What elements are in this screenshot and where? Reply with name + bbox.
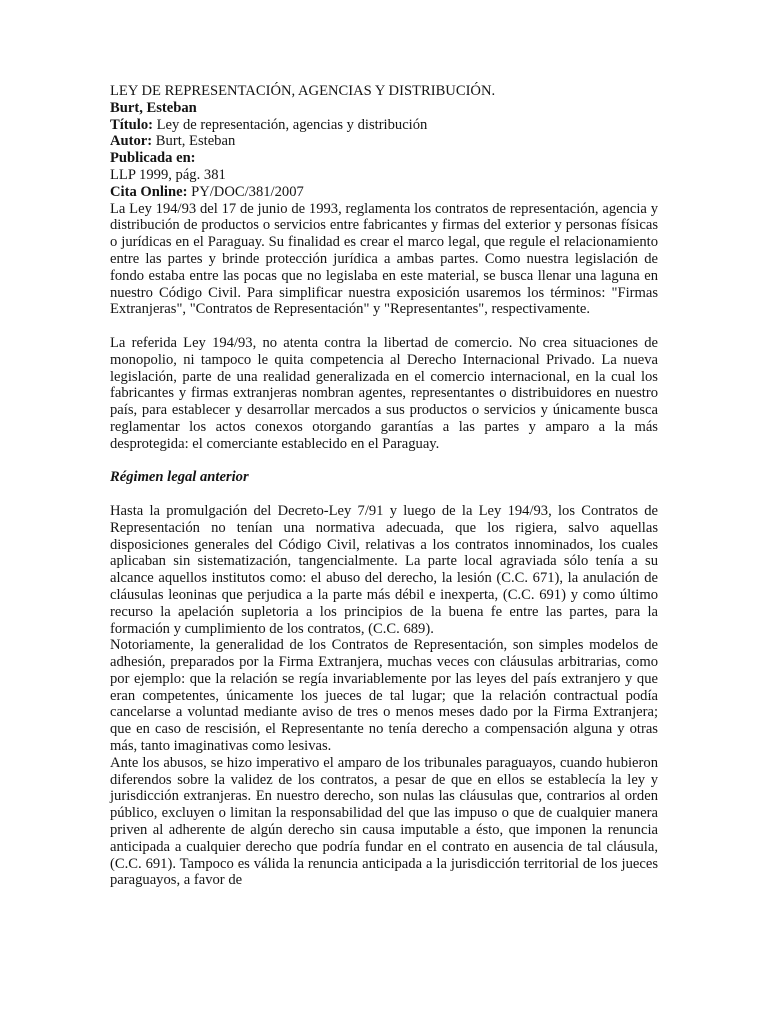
cita-online-value: PY/DOC/381/2007 [187,183,304,200]
intro-paragraph-1: La Ley 194/93 del 17 de junio de 1993, reglamenta los contratos de representación, agencia y distribución de productos o servicios entre fabricantes y firmas del exterior y personas físicas o jurídicas en el Paraguay. Su finalidad es crear el marco legal, que regule el relacionamiento entre las partes y brinde protección jurídica a ambas partes. Como nuestra legislación de fondo estaba entre las pocas que no legislaba en este material, se busca llenar una laguna en nuestro Código Civil. Para simplificar nuestra exposición usaremos los términos: "Firmas Extranjeras", "Contratos de Representación" y "Representantes", respectivamente. [110,200,658,318]
section-paragraph-3: Ante los abusos, se hizo imperativo el amparo de los tribunales paraguayos, cuando hubieron diferendos sobre la validez de los contratos, a pesar de que en ellos se establecía la ley y jurisdicción extranjeras. En nuestro derecho, son nulas las cláusulas que, contrarios al orden público, excluyen o limitan la responsabilidad del que las impuso o que de cualquier manera priven al adherente de algún derecho sin causa imputable a ésto, que imponen la renuncia anticipada a cualquier derecho que podría fundar en el contrato en ausencia de tal cláusula, (C.C. 691). Tampoco es válida la renuncia anticipada a la jurisdicción territorial de los jueces paraguayos, a favor de [110,754,658,889]
meta-title-label: Título: [110,116,153,133]
section-heading: Régimen legal anterior [110,469,249,486]
cita-online-row [110,184,658,201]
section-paragraph-1: Hasta la promulgación del Decreto-Ley 7/91 y luego de la Ley 194/93, los Contratos de Representación no tenían una normativa adecuada, que los rigiera, salvo aquellas disposiciones generales del Código Civil, relativas a los contratos innominados, los cuales aplicaban sin sistematización, tangencialmente. La parte local agraviada sólo tenía a su alcance aquellos institutos como: el abuso del derecho, la lesión (C.C. 671), la anulación de cláusulas leoninas que perjudica a la parte más débil e inexperta, (C.C. 691) y como último recurso la apelación supletoria a los principios de la buena fe entre las partes, para la formación y cumplimiento de los contratos, (C.C. 689). [110,502,658,637]
meta-title-row [110,117,658,134]
intro-paragraph-2: La referida Ley 194/93, no atenta contra la libertad de comercio. No crea situaciones de monopolio, ni tampoco le quita competencia al Derecho Internacional Privado. La nueva legislación, parte de una realidad generalizada en el comercio internacional, en la cual los fabricantes y firmas extranjeras nombran agentes, representantes o distribuidores en nuestro país, para establecer y desarrollar mercados a sus productos o servicios y únicamente busca reglamentar los actos conexos otorgando garantías a las partes y amparo a la más desprotegida: el comerciante establecido en el Paraguay. [110,334,658,452]
paragraph-spacer [110,453,658,470]
meta-author-row [110,133,658,150]
paragraph-spacer [110,318,658,335]
meta-title-value: Ley de representación, agencias y distribución [152,116,428,133]
author-heading: Burt, Esteban [110,99,197,116]
document-page [110,83,658,889]
meta-author-label: Autor: [110,133,153,150]
meta-published-label: Publicada en: [110,150,196,167]
paragraph-spacer [110,486,658,503]
meta-published-row [110,150,658,167]
meta-author-value: Burt, Esteban [152,133,236,150]
cita-online-label: Cita Online: [110,183,188,200]
document-title: LEY DE REPRESENTACIÓN, AGENCIAS Y DISTRIBUCIÓN. [110,83,496,99]
publication-reference: LLP 1999, pág. 381 [110,166,226,183]
section-paragraph-2: Notoriamente, la generalidad de los Contratos de Representación, son simples modelos de adhesión, preparados por la Firma Extranjera, muchas veces con cláusulas arbitrarias, como por ejemplo: que la relación se regía invariablemente por las leyes del país extranjero y que eran competentes, únicamente los jueces de tal lugar; que la relación contractual podía cancelarse a voluntad mediante aviso de tres o menos meses dado por la Firma Extranjera; que en caso de rescisión, el Representante no tenía derecho a compensación alguna y otras más, tanto imaginativas como lesivas. [110,637,658,755]
